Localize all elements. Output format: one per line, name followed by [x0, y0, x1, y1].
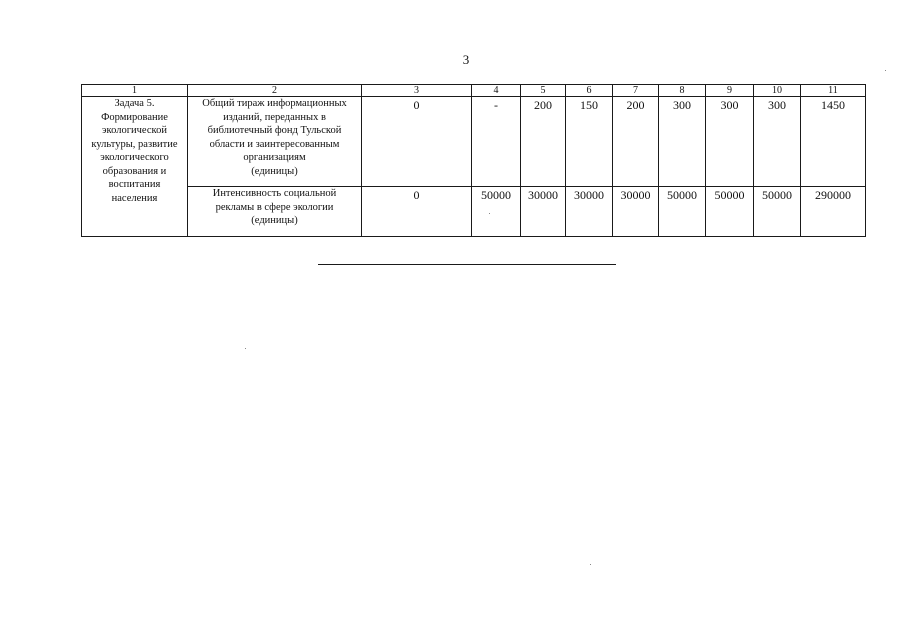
task-line: культуры, развитие [91, 138, 178, 150]
column-number: 1 [82, 85, 188, 97]
value-cell: 50000 [472, 187, 521, 237]
column-number: 3 [362, 85, 472, 97]
value-cell: 0 [362, 97, 472, 187]
value-cell: 300 [754, 97, 801, 187]
value-cell: 200 [613, 97, 659, 187]
value-cell: 30000 [613, 187, 659, 237]
column-number: 5 [521, 85, 566, 97]
value-cell: 1450 [801, 97, 866, 187]
task-cell [82, 97, 188, 237]
indicator-description [188, 97, 362, 187]
table-row [82, 97, 866, 187]
table-row [82, 187, 866, 237]
column-number: 9 [706, 85, 754, 97]
description-line: рекламы в сфере экологии [215, 201, 334, 213]
scan-speck [245, 348, 246, 349]
description-line: Общий тираж информационных [202, 98, 347, 109]
description-line: библиотечный фонд Тульской [207, 125, 342, 136]
indicators-table [81, 84, 866, 237]
description-line: организациям [243, 152, 306, 163]
value-cell: - [472, 97, 521, 187]
column-number: 8 [659, 85, 706, 97]
task-line: Формирование [101, 111, 168, 123]
column-number: 2 [188, 85, 362, 97]
separator-line [318, 264, 616, 265]
task-line: воспитания [108, 179, 161, 190]
description-line: Интенсивность социальной [212, 188, 337, 199]
indicator-description [188, 187, 362, 237]
value-cell: 300 [706, 97, 754, 187]
column-number: 10 [754, 85, 801, 97]
task-line: экологического [100, 152, 169, 163]
scan-speck [489, 213, 490, 214]
value-cell: 50000 [706, 187, 754, 237]
value-cell: 50000 [754, 187, 801, 237]
value-cell: 30000 [566, 187, 613, 237]
task-line: экологической [102, 125, 167, 136]
column-number: 4 [472, 85, 521, 97]
value-cell: 50000 [659, 187, 706, 237]
value-cell: 30000 [521, 187, 566, 237]
value-cell: 150 [566, 97, 613, 187]
scan-speck [590, 564, 591, 565]
value-cell: 0 [362, 187, 472, 237]
task-line: населения [111, 192, 158, 204]
column-number-row [82, 85, 866, 97]
page-number: 3 [462, 52, 470, 67]
value-cell: 290000 [801, 187, 866, 237]
description-line: (единицы) [251, 165, 298, 177]
value-cell: 200 [521, 97, 566, 187]
task-line: Задача 5. [114, 98, 155, 109]
column-number: 6 [566, 85, 613, 97]
task-line: образования и [102, 165, 167, 177]
column-number: 11 [801, 85, 866, 97]
description-line: (единицы) [251, 215, 298, 226]
scan-speck [885, 70, 886, 71]
description-line: изданий, переданных в [223, 111, 326, 123]
description-line: области и заинтересованным [209, 138, 340, 150]
column-number: 7 [613, 85, 659, 97]
value-cell: 300 [659, 97, 706, 187]
